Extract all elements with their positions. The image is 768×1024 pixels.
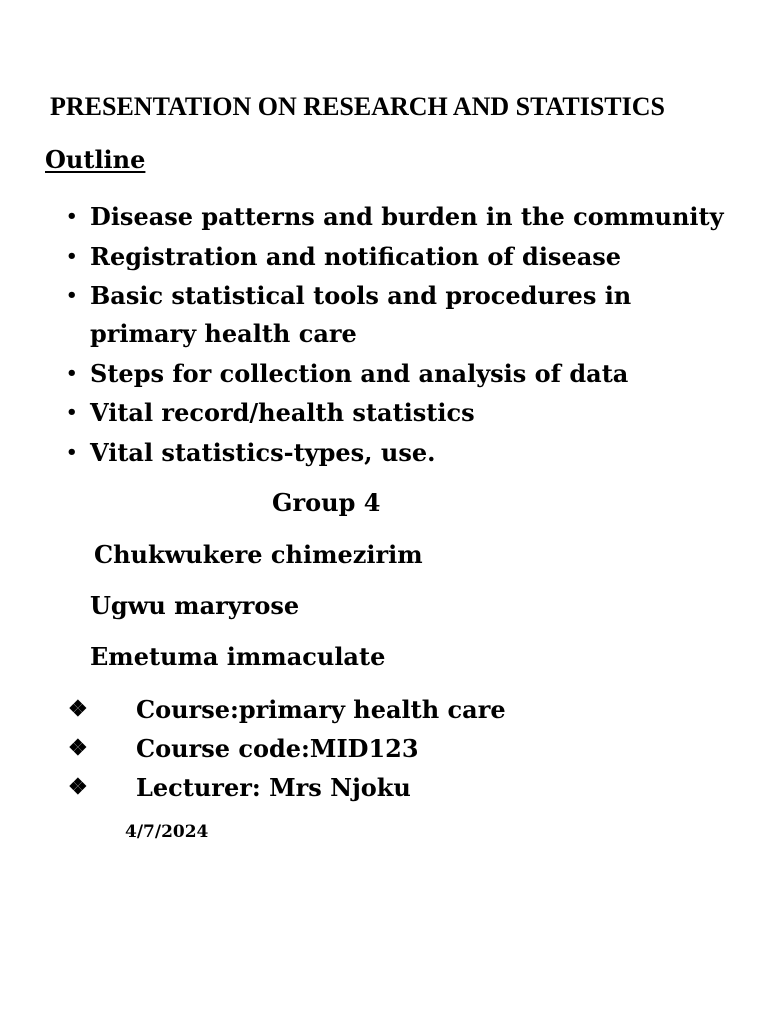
outline-heading: Outline — [45, 145, 146, 174]
outline-item-text: Steps for collection and analysis of data — [90, 358, 629, 388]
bullet-dot-icon: • — [66, 441, 78, 463]
outline-item-text: Disease patterns and burden in the community — [90, 202, 724, 231]
presentation-date: 4/7/2024 — [125, 822, 209, 842]
course-details-list — [0, 690, 506, 807]
group-title: Group 4 — [272, 488, 381, 517]
outline-item — [0, 355, 730, 393]
four-diamond-icon: ❖ — [68, 774, 88, 800]
course-detail-item — [0, 729, 506, 768]
group-member: Emetuma immaculate — [90, 642, 386, 671]
course-detail-text: Lecturer: Mrs Njoku — [136, 773, 411, 802]
outline-item-text: Basic statistical tools and procedures in primary health care — [90, 281, 632, 348]
outline-item — [0, 277, 730, 353]
bullet-dot-icon: • — [66, 206, 78, 227]
course-detail-item — [0, 690, 506, 729]
course-detail-text: Course:primary health care — [136, 695, 506, 724]
outline-item — [0, 238, 730, 276]
course-detail-item — [0, 768, 506, 807]
group-member: Chukwukere chimezirim — [94, 540, 423, 569]
document-title: PRESENTATION ON RESEARCH AND STATISTICS — [50, 92, 665, 121]
outline-item — [0, 198, 730, 236]
group-member: Ugwu maryrose — [90, 591, 300, 620]
outline-item-text: Vital record/health statistics — [90, 398, 475, 427]
bullet-dot-icon: • — [66, 245, 78, 267]
outline-item-text: Vital statistics-types, use. — [90, 437, 436, 467]
bullet-dot-icon: • — [66, 402, 78, 423]
four-diamond-icon: ❖ — [68, 696, 88, 722]
bullet-dot-icon: • — [66, 362, 78, 384]
outline-list — [0, 198, 768, 473]
bullet-dot-icon: • — [66, 285, 78, 306]
outline-item — [0, 434, 730, 472]
course-detail-text: Course code:MID123 — [136, 734, 419, 763]
four-diamond-icon: ❖ — [68, 735, 88, 761]
outline-item-text: Registration and notification of disease — [90, 241, 622, 271]
outline-item — [0, 394, 730, 432]
